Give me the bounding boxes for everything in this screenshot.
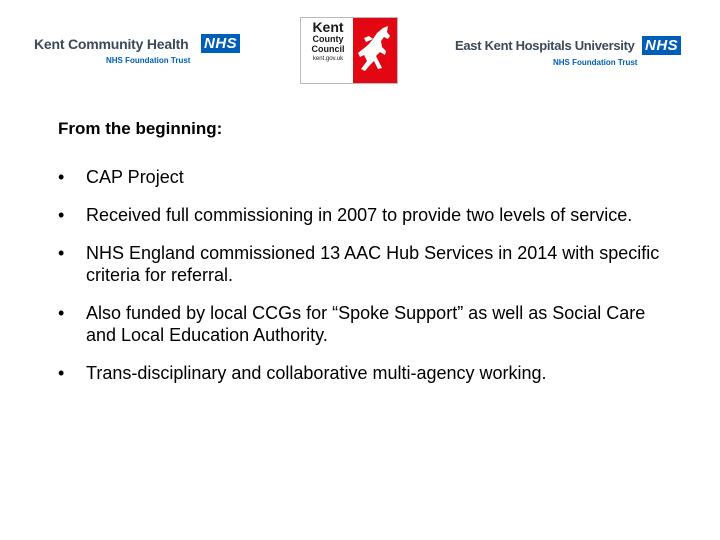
kcc-logo-emblem bbox=[353, 18, 397, 83]
bullet-text: Also funded by local CCGs for “Spoke Support” as well as Social Care and Local Education Authority. bbox=[86, 303, 646, 345]
kcc-logo-line3: Council bbox=[311, 44, 345, 54]
kent-community-health-logo bbox=[34, 34, 246, 68]
kch-logo-name: Kent Community Health bbox=[34, 36, 189, 52]
bullet-text: NHS England commissioned 13 AAC Hub Services in 2014 with specific criteria for referral. bbox=[86, 243, 660, 285]
kch-logo-trust: NHS Foundation Trust bbox=[106, 56, 191, 65]
ekh-logo-trust: NHS Foundation Trust bbox=[553, 58, 638, 67]
kent-county-council-logo bbox=[300, 17, 398, 84]
bullet-item bbox=[58, 302, 678, 346]
bullet-item bbox=[58, 204, 678, 226]
kcc-logo-line2: County bbox=[312, 34, 344, 44]
kcc-logo-text bbox=[304, 20, 352, 63]
bullet-marker: • bbox=[58, 363, 65, 383]
kcc-logo-url: kent.gov.uk bbox=[312, 56, 344, 62]
ekh-nhs-badge: NHS bbox=[642, 36, 681, 55]
slide-heading: From the beginning: bbox=[58, 119, 223, 138]
bullet-marker: • bbox=[58, 205, 65, 225]
kcc-logo-line1: Kent bbox=[312, 19, 344, 35]
kch-nhs-badge: NHS bbox=[201, 34, 240, 53]
bullet-text: Received full commissioning in 2007 to provide two levels of service. bbox=[86, 205, 633, 225]
bullet-list bbox=[58, 166, 678, 400]
bullet-item bbox=[58, 242, 678, 286]
bullet-marker: • bbox=[58, 243, 65, 263]
white-horse-icon bbox=[355, 24, 395, 76]
bullet-marker: • bbox=[58, 167, 65, 187]
east-kent-hospitals-logo bbox=[455, 36, 687, 70]
bullet-item bbox=[58, 166, 678, 188]
ekh-logo-name: East Kent Hospitals University bbox=[455, 38, 635, 53]
logo-bar bbox=[0, 0, 720, 90]
bullet-text: Trans-disciplinary and collaborative multi-agency working. bbox=[86, 363, 547, 383]
bullet-item bbox=[58, 362, 678, 384]
bullet-text: CAP Project bbox=[86, 167, 184, 187]
bullet-marker: • bbox=[58, 303, 65, 323]
